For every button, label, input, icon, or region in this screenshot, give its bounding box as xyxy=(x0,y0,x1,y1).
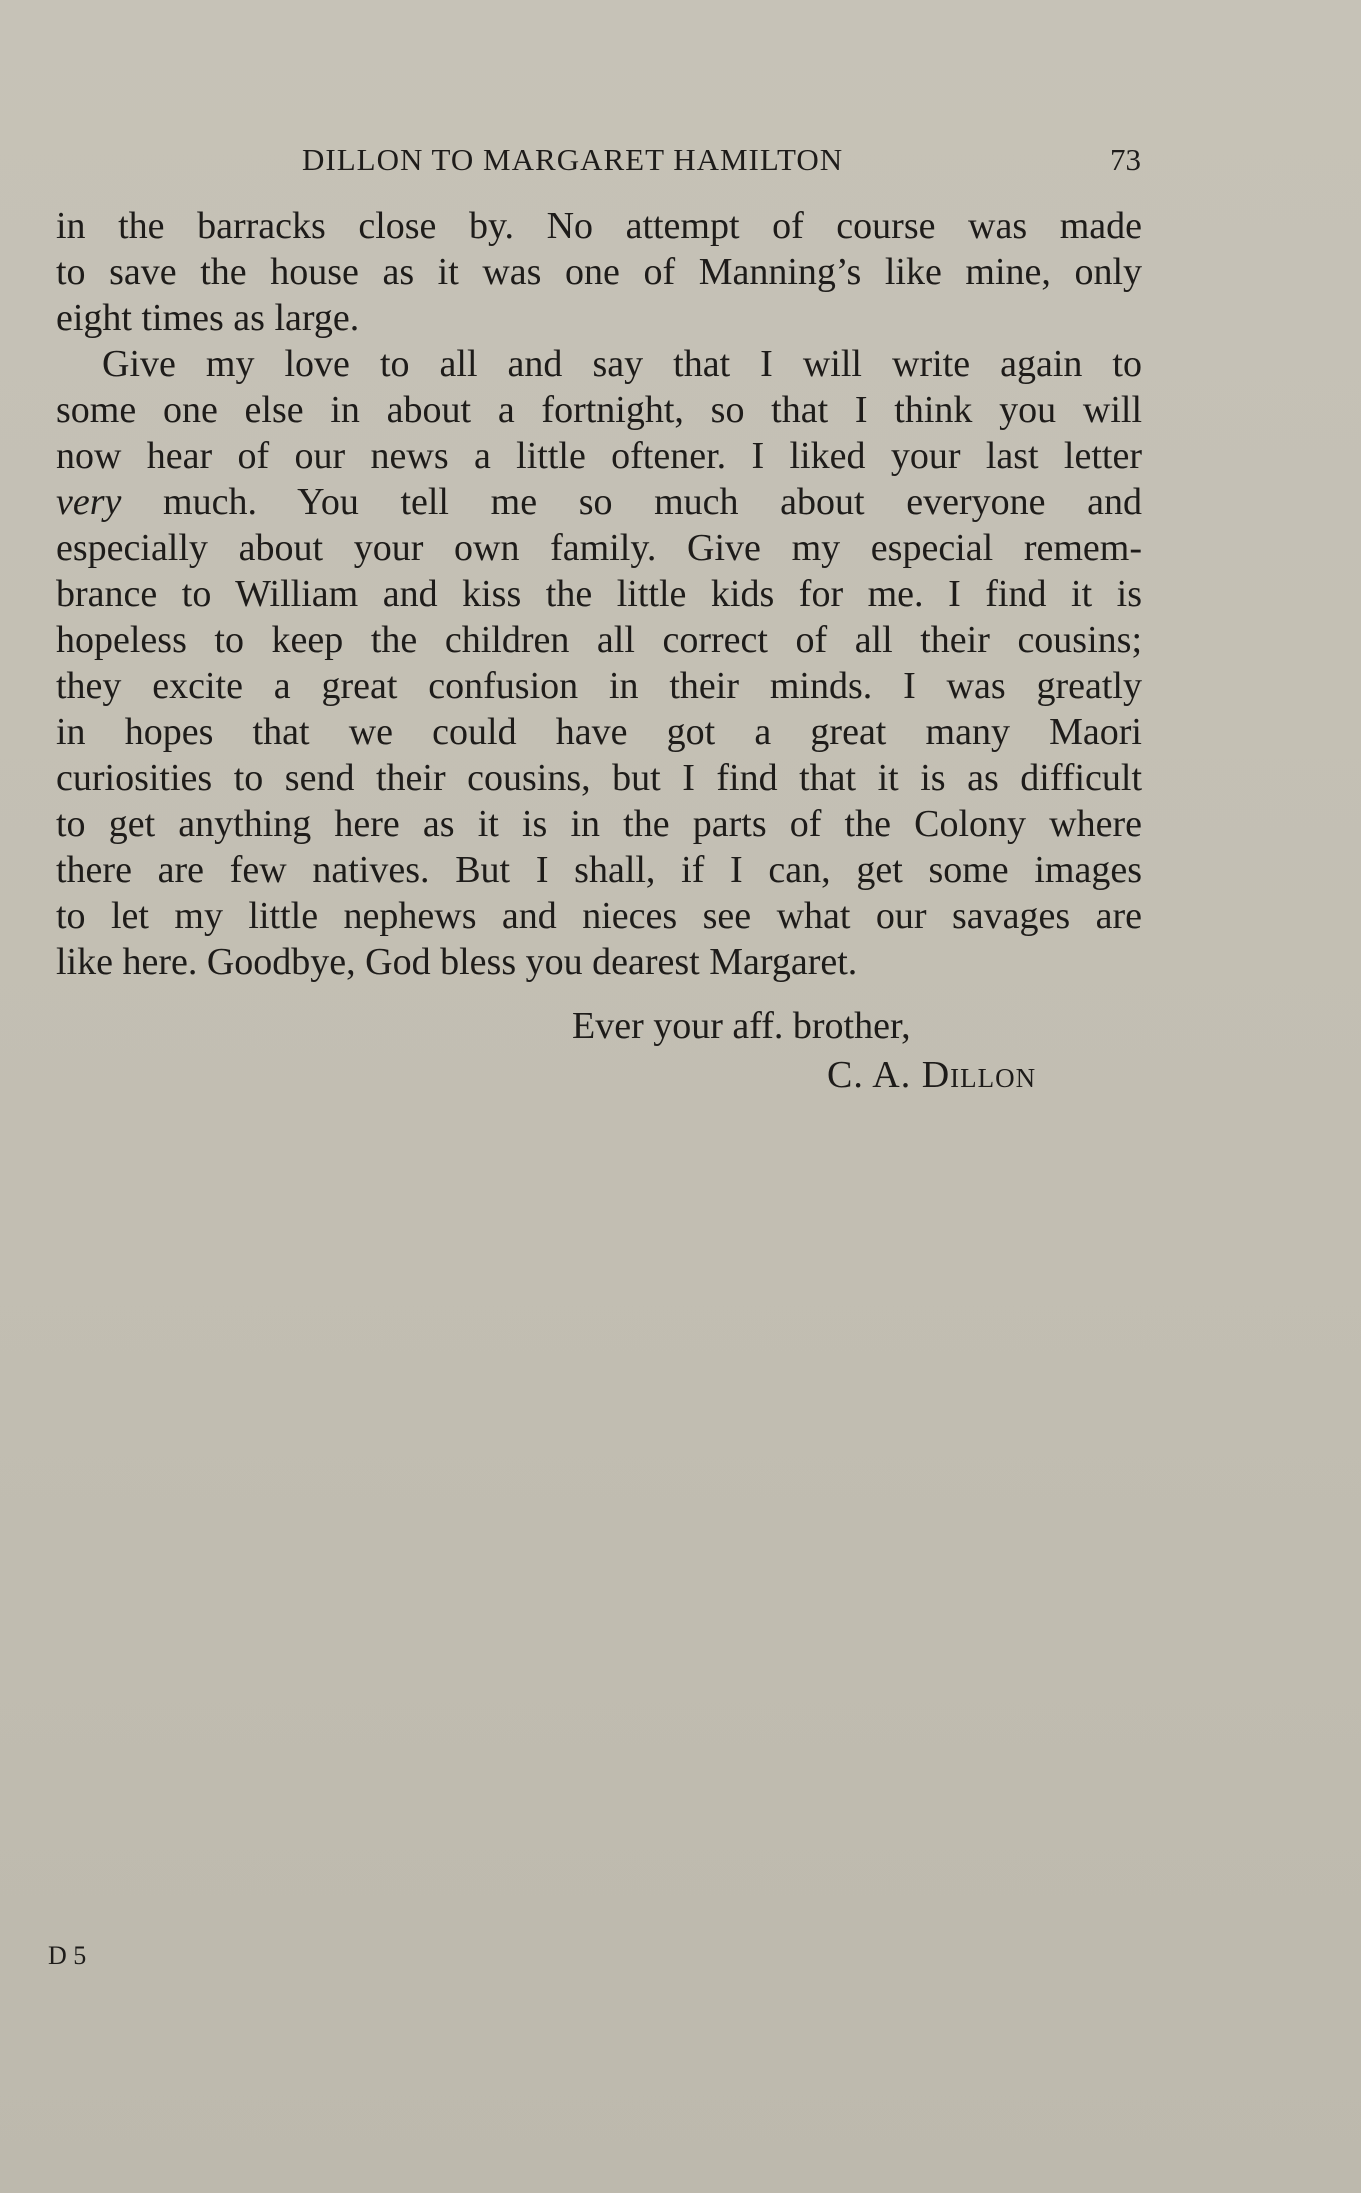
text-line: some one else in about a fortnight, so that I think you will xyxy=(56,389,1142,431)
text-line: there are few natives. But I shall, if I can, get some images xyxy=(56,849,1142,891)
valediction: Ever your aff. brother, xyxy=(572,1005,911,1047)
signature-mark: D 5 xyxy=(48,1941,87,1970)
letter-body xyxy=(56,203,1142,985)
text-line: in the barracks close by. No attempt of course was made xyxy=(56,205,1142,247)
text-line: to get anything here as it is in the parts of the Colony where xyxy=(56,803,1142,845)
text-line: like here. Goodbye, God bless you dearest Margaret. xyxy=(56,941,858,983)
emphasized-word: very xyxy=(56,481,122,523)
signature: C. A. Dillon xyxy=(827,1054,1037,1096)
paragraph-start-line: Give my love to all and say that I will write again to xyxy=(102,343,1142,385)
text-line: now hear of our news a little oftener. I liked your last letter xyxy=(56,435,1142,477)
text-line-rest: much. You tell me so much about everyone and xyxy=(121,481,1142,523)
running-head xyxy=(0,142,1361,182)
page-number: 73 xyxy=(1110,142,1141,177)
text-line: brance to William and kiss the little kids for me. I find it is xyxy=(56,573,1142,615)
text-line: they excite a great confusion in their minds. I was greatly xyxy=(56,665,1142,707)
text-line: especially about your own family. Give my especial remem- xyxy=(56,527,1142,569)
text-line-with-emphasis xyxy=(56,479,1142,525)
running-title: DILLON TO MARGARET HAMILTON xyxy=(302,142,844,177)
text-line: to save the house as it was one of Manning’s like mine, only xyxy=(56,251,1142,293)
text-line: eight times as large. xyxy=(56,297,360,339)
text-line: curiosities to send their cousins, but I find that it is as difficult xyxy=(56,757,1142,799)
text-line: in hopes that we could have got a great many Maori xyxy=(56,711,1142,753)
text-line: to let my little nephews and nieces see what our savages are xyxy=(56,895,1142,937)
text-line: hopeless to keep the children all correct of all their cousins; xyxy=(56,619,1142,661)
